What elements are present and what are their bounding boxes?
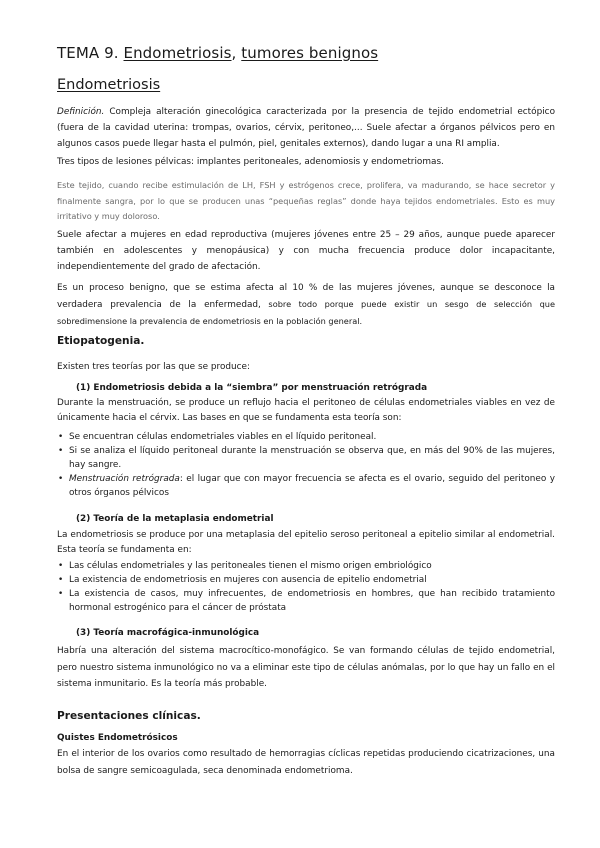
list-item: • Si se analiza el líquido peritoneal durante la menstruación se observa que, en más del 90% de las mujeres, hay sangre. [57, 444, 555, 472]
theory1-title: (1) Endometriosis debida a la “siembra” por menstruación retrógrada [76, 383, 428, 393]
document-title [57, 44, 378, 62]
etiopathogenesis-intro: Existen tres teorías por las que se produce: [57, 362, 250, 372]
etiopathogenesis-heading: Etiopatogenia. [57, 335, 145, 347]
list-item: • La existencia de endometriosis en mujeres con ausencia de epitelio endometrial [57, 573, 555, 587]
presentations-heading: Presentaciones clínicas. [57, 710, 201, 722]
theory2-bullets [57, 559, 555, 615]
section-heading-endometriosis: Endometriosis [57, 77, 161, 93]
theory2-title: (2) Teoría de la metaplasia endometrial [76, 514, 274, 524]
theory3-text: Habría una alteración del sistema macrocítico-monofágico. Se van formando células de tejido endometrial, pero nuestro sistema inmunológico no va a eliminar este tipo de células anómalas, por lo que hay un fallo en el sistema inmunitario. Es la teoría más probable. [57, 646, 555, 689]
list-item: • Se encuentran células endometriales viables en el líquido peritoneal. [57, 430, 555, 444]
list-item [57, 472, 555, 500]
title-separator: , [231, 44, 242, 62]
tissue-note-paragraph: Este tejido, cuando recibe estimulación de LH, FSH y estrógenos crece, prolifera, va madurando, se hace secretor y finalmente sangra, por lo que se producen unas “pequeñas reglas” donde haya tejidos endometriales. Esto es muy irritativo y muy doloroso. [57, 180, 555, 221]
benign-text-b: sobre todo porque puede existir un sesgo de selección que sobredimensione la prevalencia de endometriosis en la población general. [57, 299, 555, 326]
benign-text-a: Es un proceso benigno, que se estima afecta al 10 % de las mujeres jóvenes, aunque se desconoce la verdadera prevalencia de la enfermedad, [57, 283, 555, 310]
title-link-endometriosis[interactable]: Endometriosis [123, 44, 232, 62]
presentations-text: En el interior de los ovarios como resultado de hemorragias cíclicas repetidas produciendo cicatrizaciones, una bolsa de sangre semicoagulada, seca denominada endometrioma. [57, 749, 555, 776]
theory2-text: La endometriosis se produce por una metaplasia del epitelio seroso peritoneal a epitelio similar al endometrial. Esta teoría se fundamenta en: [57, 530, 555, 555]
theory3-title: (3) Teoría macrofágica-inmunológica [76, 628, 260, 638]
presentations-subheading: Quistes Endometrósicos [57, 733, 178, 743]
lesions-paragraph: Tres tipos de lesiones pélvicas: implantes peritoneales, adenomiosis y endometriomas. [57, 157, 444, 167]
bullet-italic-term: Menstruación retrógrada [69, 474, 180, 484]
definition-label: Definición. [57, 107, 105, 117]
list-item: • La existencia de casos, muy infrecuentes, de endometriosis en hombres, que han recibido tratamiento hormonal estrogénico para el cáncer de próstata [57, 587, 555, 615]
list-item: • Las células endometriales y las peritoneales tienen el mismo origen embriológico [57, 559, 555, 573]
affects-paragraph: Suele afectar a mujeres en edad reproductiva (mujeres jóvenes entre 25 – 29 años, aunque puede aparecer también en adolescentes y menopáusica) y con mucha frecuencia produce dolor incapacitante, independientemente del grado de afectación. [57, 230, 555, 272]
benign-paragraph [57, 280, 555, 330]
definition-text: Compleja alteración ginecológica caracterizada por la presencia de tejido endometrial ectópico (fuera de la cavidad uterina: trompas, ovarios, cérvix, peritoneo,... Suele afectar a órganos pélvicos pero en algunos casos puede llegar hasta el pulmón, piel, genitales externos), dando lugar a una RI amplia. [57, 107, 555, 149]
title-link-tumores[interactable]: tumores benignos [241, 44, 379, 62]
bullet-text: : el lugar que con mayor frecuencia se afecta es el ovario, seguido del peritoneo y otros órganos pélvicos [69, 474, 555, 498]
definition-paragraph [57, 104, 555, 152]
title-prefix: TEMA 9. [57, 44, 124, 62]
theory1-text: Durante la menstruación, se produce un reflujo hacia el peritoneo de células endometriales viables en vez de únicamente hacia el cérvix. Las bases en que se fundamenta esta teoría son: [57, 398, 555, 423]
theory1-bullets [57, 430, 555, 500]
